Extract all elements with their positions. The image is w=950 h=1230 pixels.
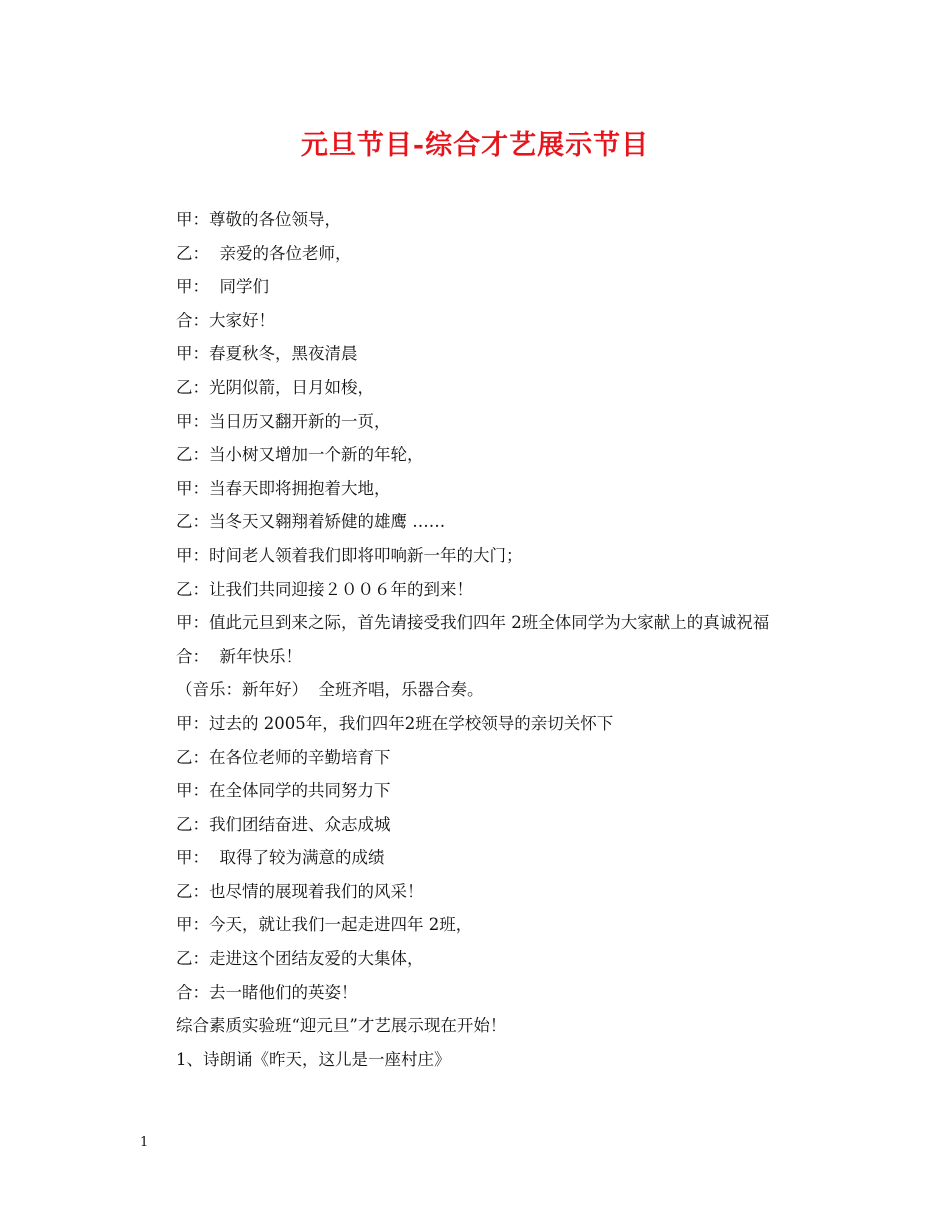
paragraph: 乙： 亲爱的各位老师， [176, 243, 352, 263]
paragraph: 乙：让我们共同迎接２００６年的到来！ [176, 579, 473, 599]
paragraph: 乙：当小树又增加一个新的年轮， [176, 445, 424, 465]
paragraph: 乙：我们团结奋进、众志成城 [176, 814, 391, 834]
paragraph: 甲：在全体同学的共同努力下 [176, 781, 391, 801]
document-body [142, 203, 822, 1076]
paragraph: 甲：今天，就让我们一起走进四年 2班， [176, 915, 473, 935]
paragraph: 合：去一睹他们的英姿！ [176, 982, 358, 1002]
paragraph: 乙：走进这个团结友爱的大集体， [176, 949, 424, 969]
paragraph: 甲：尊敬的各位领导， [176, 210, 341, 229]
paragraph: 甲：当日历又翻开新的一页， [176, 411, 391, 431]
paragraph: 合：大家好！ [176, 310, 275, 330]
paragraph: 甲：春夏秋冬，黑夜清晨 [176, 344, 358, 364]
paragraph: 甲：值此元旦到来之际，首先请接受我们四年 2班全体同学为大家献上的真诚祝福 [176, 613, 770, 633]
page-number: 1 [140, 1135, 149, 1150]
paragraph: 甲：当春天即将拥抱着大地， [176, 478, 391, 498]
paragraph: 乙：在各位老师的辛勤培育下 [176, 747, 391, 767]
paragraph: 甲：过去的 2005年，我们四年2班在学校领导的亲切关怀下 [176, 713, 614, 733]
paragraph: 乙：光阴似箭，日月如梭， [176, 377, 374, 397]
paragraph: 甲：时间老人领着我们即将叩响新一年的大门； [176, 545, 523, 565]
paragraph: 综合素质实验班“迎元旦”才艺展示现在开始！ [176, 1016, 507, 1036]
paragraph: 乙：也尽情的展现着我们的风采！ [176, 881, 424, 901]
paragraph: （音乐：新年好） 全班齐唱，乐器合奏。 [176, 680, 484, 700]
paragraph: 1、诗朗诵《昨天，这儿是一座村庄》 [176, 1049, 451, 1069]
paragraph: 甲： 取得了较为满意的成绩 [176, 848, 385, 868]
paragraph: 甲： 同学们 [176, 277, 269, 297]
document-title: 元旦节目-综合才艺展示节目 [300, 130, 650, 161]
paragraph: 合： 新年快乐！ [176, 646, 302, 666]
paragraph: 乙：当冬天又翱翔着矫健的雄鹰 …… [176, 512, 446, 532]
